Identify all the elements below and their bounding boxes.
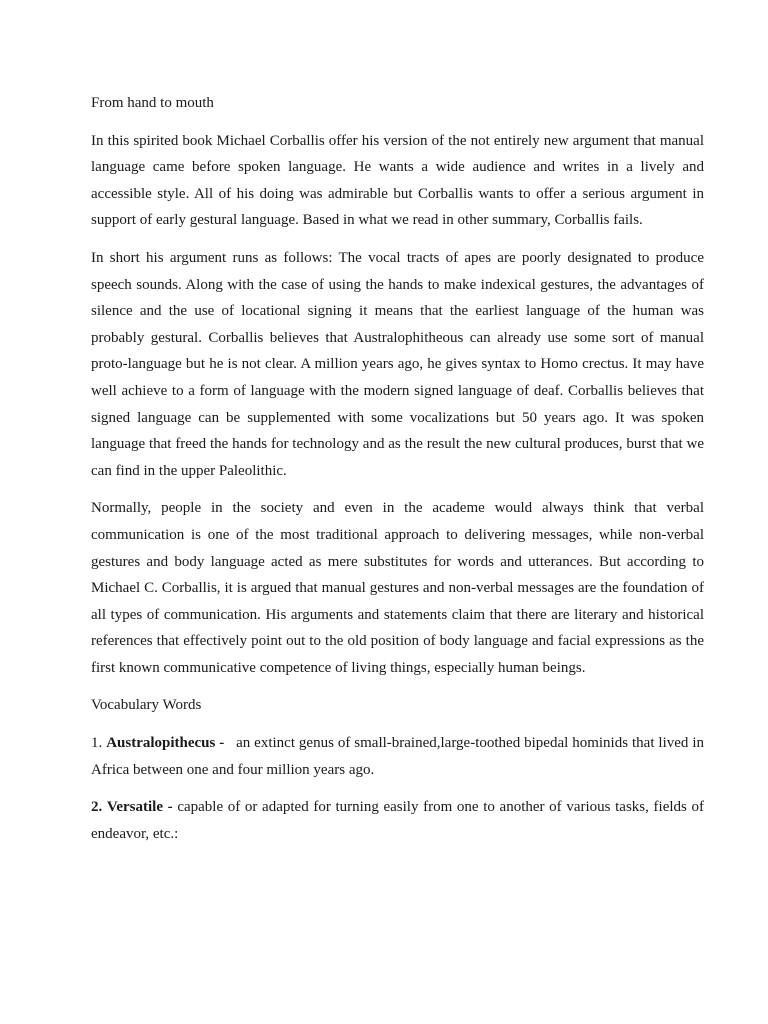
body-paragraph-3: Normally, people in the society and even in the academe would always think that verbal communication is one of the most traditional approach to delivering messages, while non-verbal gestures and body language acted as mere substitutes for words and utterances. But according to Michael C. Corballis, it is argued that manual gestures and non-verbal messages are the foundation of all types of communication. His arguments and statements claim that there are literary and historical references that effectively point out to the old position of body language and facial expressions as the first known communicative competence of living things, especially human beings. xyxy=(91,500,704,676)
vocab-entry-2 xyxy=(91,794,704,847)
vocabulary-heading: Vocabulary Words xyxy=(91,697,202,714)
vocab-entry-1 xyxy=(91,730,704,783)
vocab-number-1: 1. xyxy=(91,735,103,752)
body-paragraph-1: In this spirited book Michael Corballis offer his version of the not entirely new argument that manual language came before spoken language. He wants a wide audience and writes in a lively and accessible style. All of his doing was admirable but Corballis wants to offer a serious argument in support of early gestural language. Based in what we read in other summary, Corballis fails. xyxy=(91,132,704,229)
vocab-number-2: 2. xyxy=(91,799,103,816)
vocab-definition-2: capable of or adapted for turning easily from one to another of various tasks, fields of endeavor, etc.: xyxy=(91,799,705,842)
vocab-definition-1: an extinct genus of small-brained,large-toothed bipedal hominids that lived in Africa between one and four million years ago. xyxy=(91,735,705,778)
vocab-term-2: Versatile - xyxy=(106,799,173,816)
document-title: From hand to mouth xyxy=(91,95,214,111)
vocab-term-1: Australopithecus - xyxy=(106,735,225,752)
body-paragraph-2: In short his argument runs as follows: The vocal tracts of apes are poorly designated to produce speech sounds. Along with the case of using the hands to make indexical gestures, the advantages of silence and the use of locational signing it means that the earliest language of the human was probably gestural. Corballis believes that Australophitheous can already use some sort of manual proto-language but he is not clear. A million years ago, he gives syntax to Homo crectus. It may have well achieve to a form of language with the modern signed language of deaf. Corballis believes that signed language can be supplemented with some vocalizations but 50 years ago. It was spoken language that freed the hands for technology and as the result the new cultural produces, burst that we can find in the upper Paleolithic. xyxy=(91,249,704,479)
